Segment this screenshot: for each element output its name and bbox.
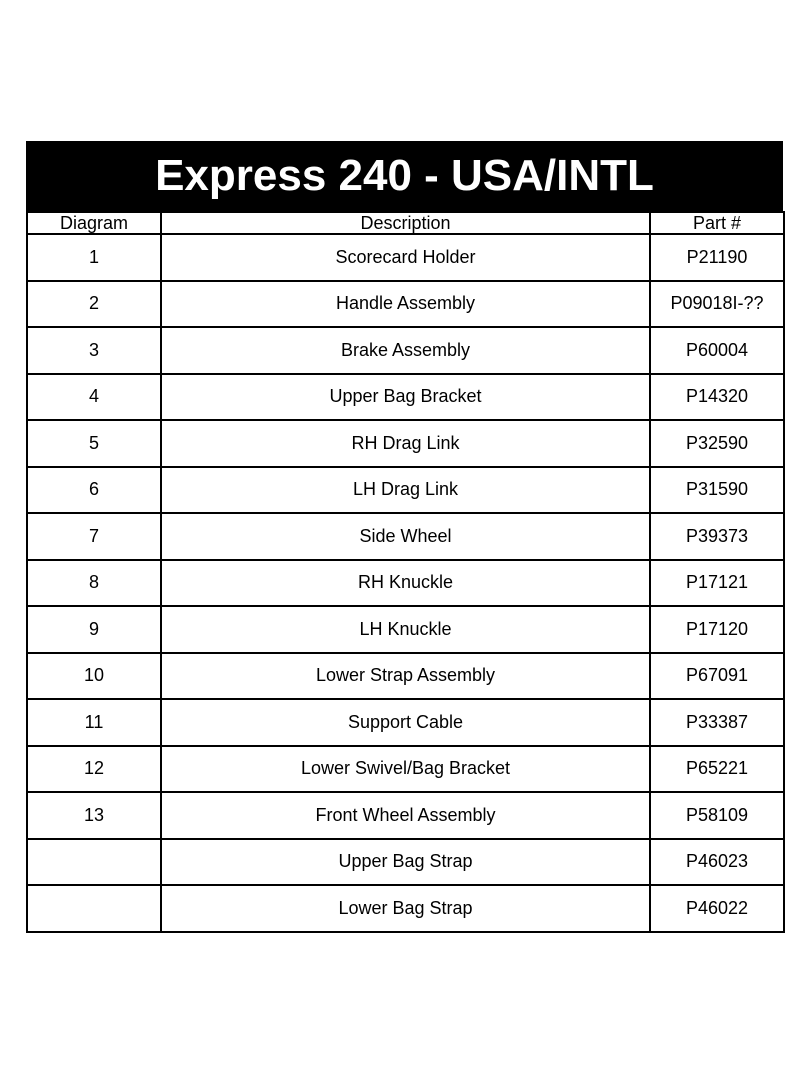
document-title: Express 240 - USA/INTL [26,141,783,211]
cell-description: RH Knuckle [161,560,650,607]
cell-diagram: 3 [27,327,161,374]
table-header-row [27,212,784,234]
cell-part-number: P39373 [650,513,784,560]
cell-diagram: 13 [27,792,161,839]
cell-diagram: 4 [27,374,161,421]
cell-part-number: P33387 [650,699,784,746]
table-row [27,746,784,793]
cell-description: Lower Strap Assembly [161,653,650,700]
cell-part-number: P46022 [650,885,784,932]
table-row [27,792,784,839]
cell-part-number: P17120 [650,606,784,653]
table-row [27,560,784,607]
header-diagram: Diagram [27,212,161,234]
table-row [27,467,784,514]
cell-part-number: P17121 [650,560,784,607]
cell-part-number: P21190 [650,234,784,281]
parts-sheet [26,141,783,933]
table-row [27,839,784,886]
cell-part-number: P31590 [650,467,784,514]
cell-part-number: P14320 [650,374,784,421]
cell-diagram: 6 [27,467,161,514]
cell-diagram: 5 [27,420,161,467]
table-row [27,327,784,374]
table-row [27,513,784,560]
cell-diagram [27,885,161,932]
cell-diagram: 9 [27,606,161,653]
cell-description: Side Wheel [161,513,650,560]
cell-part-number: P46023 [650,839,784,886]
cell-description: Scorecard Holder [161,234,650,281]
cell-part-number: P32590 [650,420,784,467]
cell-description: Support Cable [161,699,650,746]
cell-description: Upper Bag Bracket [161,374,650,421]
cell-part-number: P58109 [650,792,784,839]
cell-diagram: 8 [27,560,161,607]
cell-part-number: P65221 [650,746,784,793]
cell-description: Handle Assembly [161,281,650,328]
cell-part-number: P67091 [650,653,784,700]
table-row [27,420,784,467]
table-row [27,606,784,653]
header-part-number: Part # [650,212,784,234]
cell-part-number: P09018I-?? [650,281,784,328]
table-row [27,281,784,328]
cell-diagram: 11 [27,699,161,746]
parts-table [26,211,785,933]
cell-diagram: 1 [27,234,161,281]
cell-description: Front Wheel Assembly [161,792,650,839]
cell-description: LH Knuckle [161,606,650,653]
table-row [27,234,784,281]
table-row [27,699,784,746]
cell-diagram: 10 [27,653,161,700]
cell-description: RH Drag Link [161,420,650,467]
table-row [27,653,784,700]
cell-diagram [27,839,161,886]
table-row [27,374,784,421]
table-row [27,885,784,932]
cell-diagram: 2 [27,281,161,328]
cell-diagram: 12 [27,746,161,793]
cell-diagram: 7 [27,513,161,560]
cell-description: LH Drag Link [161,467,650,514]
cell-description: Lower Bag Strap [161,885,650,932]
cell-description: Lower Swivel/Bag Bracket [161,746,650,793]
cell-part-number: P60004 [650,327,784,374]
header-description: Description [161,212,650,234]
cell-description: Brake Assembly [161,327,650,374]
cell-description: Upper Bag Strap [161,839,650,886]
